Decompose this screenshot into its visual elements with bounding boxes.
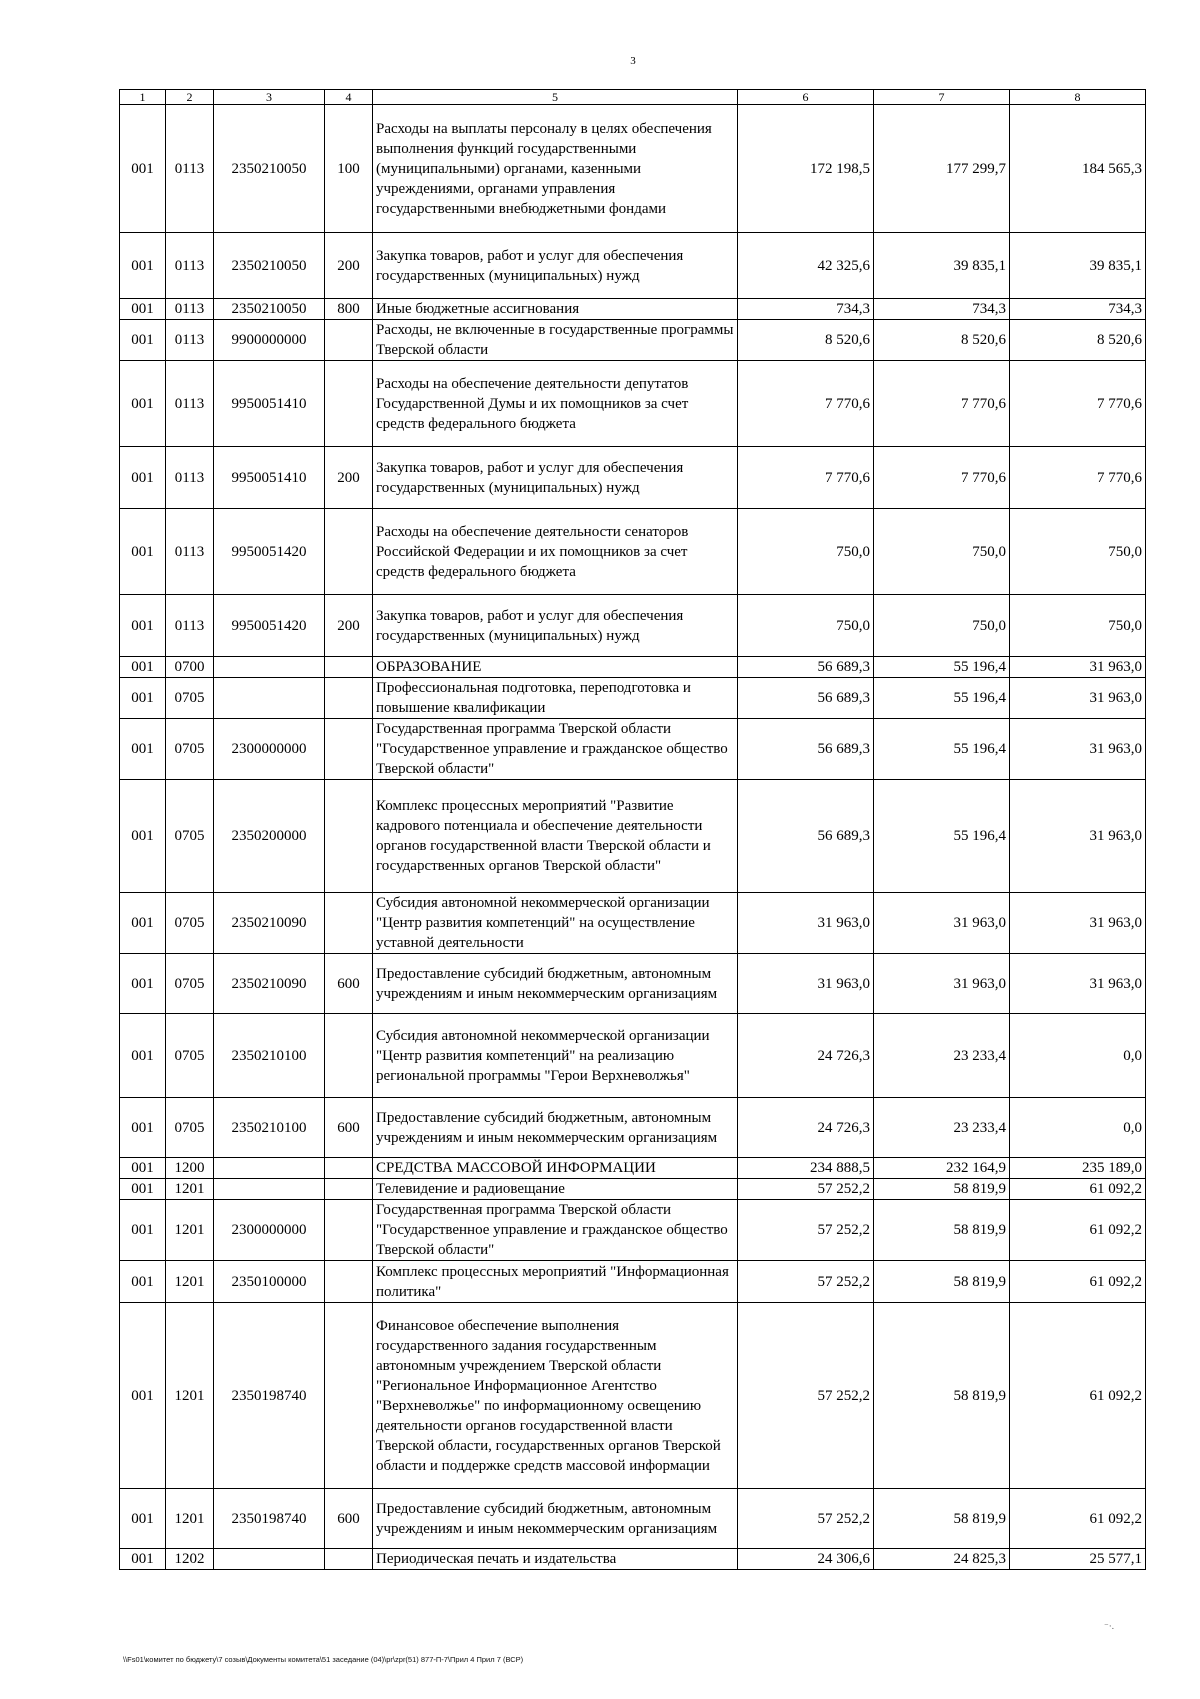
- section-code-cell: 0113: [166, 320, 214, 361]
- amount-col7-cell: 8 520,6: [874, 320, 1010, 361]
- table-row: [120, 105, 1146, 233]
- column-header-8: 8: [1010, 90, 1146, 105]
- amount-col8-cell: 7 770,6: [1010, 361, 1146, 447]
- amount-col7-cell: 55 196,4: [874, 657, 1010, 678]
- amount-col8-cell: 31 963,0: [1010, 954, 1146, 1014]
- target-article-cell: 9950051420: [214, 509, 325, 595]
- target-article-cell: 2350210050: [214, 299, 325, 320]
- amount-col8-cell: 61 092,2: [1010, 1489, 1146, 1549]
- expense-type-cell: [325, 509, 373, 595]
- amount-col7-cell: 31 963,0: [874, 954, 1010, 1014]
- target-article-cell: 9950051420: [214, 595, 325, 657]
- section-code-cell: 0705: [166, 719, 214, 780]
- amount-col6-cell: 57 252,2: [738, 1261, 874, 1303]
- amount-col6-cell: 57 252,2: [738, 1200, 874, 1261]
- description-cell: Предоставление субсидий бюджетным, автономным учреждениям и иным некоммерческим организациям: [373, 954, 738, 1014]
- amount-col6-cell: 234 888,5: [738, 1158, 874, 1179]
- amount-col8-cell: 31 963,0: [1010, 893, 1146, 954]
- amount-col8-cell: 39 835,1: [1010, 233, 1146, 299]
- amount-col8-cell: 734,3: [1010, 299, 1146, 320]
- chapter-code-cell: 001: [120, 893, 166, 954]
- target-article-cell: 2350198740: [214, 1303, 325, 1489]
- amount-col6-cell: 57 252,2: [738, 1489, 874, 1549]
- column-header-7: 7: [874, 90, 1010, 105]
- amount-col6-cell: 750,0: [738, 509, 874, 595]
- table-row: [120, 954, 1146, 1014]
- chapter-code-cell: 001: [120, 1489, 166, 1549]
- amount-col6-cell: 24 726,3: [738, 1098, 874, 1158]
- chapter-code-cell: 001: [120, 320, 166, 361]
- table-row: [120, 1158, 1146, 1179]
- amount-col7-cell: 7 770,6: [874, 447, 1010, 509]
- target-article-cell: 9950051410: [214, 361, 325, 447]
- expense-type-cell: [325, 657, 373, 678]
- amount-col6-cell: 7 770,6: [738, 447, 874, 509]
- amount-col7-cell: 55 196,4: [874, 678, 1010, 719]
- table-row: [120, 678, 1146, 719]
- expense-type-cell: [325, 1014, 373, 1098]
- amount-col6-cell: 57 252,2: [738, 1303, 874, 1489]
- amount-col8-cell: 31 963,0: [1010, 678, 1146, 719]
- expense-type-cell: [325, 893, 373, 954]
- table-row: [120, 320, 1146, 361]
- target-article-cell: [214, 1158, 325, 1179]
- amount-col8-cell: 8 520,6: [1010, 320, 1146, 361]
- table-row: [120, 1489, 1146, 1549]
- amount-col8-cell: 61 092,2: [1010, 1303, 1146, 1489]
- amount-col6-cell: 8 520,6: [738, 320, 874, 361]
- expense-type-cell: 600: [325, 1098, 373, 1158]
- amount-col7-cell: 55 196,4: [874, 719, 1010, 780]
- table-row: [120, 780, 1146, 893]
- amount-col8-cell: 31 963,0: [1010, 780, 1146, 893]
- amount-col8-cell: 31 963,0: [1010, 657, 1146, 678]
- chapter-code-cell: 001: [120, 233, 166, 299]
- expense-type-cell: [325, 1549, 373, 1570]
- description-cell: Периодическая печать и издательства: [373, 1549, 738, 1570]
- amount-col8-cell: 25 577,1: [1010, 1549, 1146, 1570]
- chapter-code-cell: 001: [120, 954, 166, 1014]
- amount-col8-cell: 0,0: [1010, 1014, 1146, 1098]
- description-cell: Расходы, не включенные в государственные программы Тверской области: [373, 320, 738, 361]
- section-code-cell: 0113: [166, 595, 214, 657]
- amount-col8-cell: 0,0: [1010, 1098, 1146, 1158]
- column-header-1: 1: [120, 90, 166, 105]
- description-cell: Закупка товаров, работ и услуг для обеспечения государственных (муниципальных) нужд: [373, 595, 738, 657]
- section-code-cell: 1201: [166, 1200, 214, 1261]
- amount-col7-cell: 58 819,9: [874, 1489, 1010, 1549]
- target-article-cell: [214, 657, 325, 678]
- chapter-code-cell: 001: [120, 678, 166, 719]
- description-cell: СРЕДСТВА МАССОВОЙ ИНФОРМАЦИИ: [373, 1158, 738, 1179]
- section-code-cell: 0705: [166, 1014, 214, 1098]
- scan-artifact-mark: ⁻·.: [1104, 1621, 1114, 1631]
- description-cell: Государственная программа Тверской области "Государственное управление и гражданское общество Тверской области": [373, 719, 738, 780]
- section-code-cell: 0113: [166, 361, 214, 447]
- target-article-cell: [214, 1179, 325, 1200]
- section-code-cell: 1201: [166, 1303, 214, 1489]
- expense-type-cell: 200: [325, 595, 373, 657]
- target-article-cell: 9900000000: [214, 320, 325, 361]
- table-row: [120, 1014, 1146, 1098]
- column-header-4: 4: [325, 90, 373, 105]
- amount-col7-cell: 734,3: [874, 299, 1010, 320]
- table-row: [120, 1261, 1146, 1303]
- amount-col7-cell: 58 819,9: [874, 1179, 1010, 1200]
- target-article-cell: 9950051410: [214, 447, 325, 509]
- column-header-6: 6: [738, 90, 874, 105]
- amount-col6-cell: 31 963,0: [738, 893, 874, 954]
- table-row: [120, 595, 1146, 657]
- target-article-cell: 2300000000: [214, 719, 325, 780]
- expense-type-cell: 600: [325, 1489, 373, 1549]
- expense-type-cell: [325, 1179, 373, 1200]
- table-row: [120, 299, 1146, 320]
- chapter-code-cell: 001: [120, 447, 166, 509]
- section-code-cell: 0113: [166, 105, 214, 233]
- amount-col6-cell: 56 689,3: [738, 780, 874, 893]
- section-code-cell: 0705: [166, 954, 214, 1014]
- expense-type-cell: 200: [325, 447, 373, 509]
- amount-col8-cell: 61 092,2: [1010, 1179, 1146, 1200]
- table-row: [120, 509, 1146, 595]
- target-article-cell: [214, 1549, 325, 1570]
- amount-col6-cell: 24 726,3: [738, 1014, 874, 1098]
- budget-table: [119, 89, 1146, 1570]
- description-cell: Иные бюджетные ассигнования: [373, 299, 738, 320]
- chapter-code-cell: 001: [120, 719, 166, 780]
- amount-col7-cell: 23 233,4: [874, 1014, 1010, 1098]
- amount-col8-cell: 235 189,0: [1010, 1158, 1146, 1179]
- amount-col7-cell: 24 825,3: [874, 1549, 1010, 1570]
- description-cell: Профессиональная подготовка, переподготовка и повышение квалификации: [373, 678, 738, 719]
- footer-file-path: \\Fs01\комитет по бюджету\7 созыв\Документы комитета\51 заседание (04)\pr\zpr(51) 877-П-7\Прил 4 Прил 7 (ВСР): [123, 1655, 524, 1664]
- chapter-code-cell: 001: [120, 780, 166, 893]
- amount-col7-cell: 58 819,9: [874, 1200, 1010, 1261]
- table-row: [120, 1549, 1146, 1570]
- table-row: [120, 893, 1146, 954]
- description-cell: Комплекс процессных мероприятий "Информационная политика": [373, 1261, 738, 1303]
- target-article-cell: 2350210090: [214, 893, 325, 954]
- description-cell: Телевидение и радиовещание: [373, 1179, 738, 1200]
- amount-col6-cell: 57 252,2: [738, 1179, 874, 1200]
- table-row: [120, 1303, 1146, 1489]
- target-article-cell: 2350210050: [214, 105, 325, 233]
- amount-col6-cell: 734,3: [738, 299, 874, 320]
- section-code-cell: 1201: [166, 1489, 214, 1549]
- section-code-cell: 0705: [166, 780, 214, 893]
- chapter-code-cell: 001: [120, 1098, 166, 1158]
- column-header-5: 5: [373, 90, 738, 105]
- amount-col7-cell: 58 819,9: [874, 1303, 1010, 1489]
- expense-type-cell: 200: [325, 233, 373, 299]
- amount-col7-cell: 7 770,6: [874, 361, 1010, 447]
- target-article-cell: 2350210100: [214, 1014, 325, 1098]
- amount-col6-cell: 7 770,6: [738, 361, 874, 447]
- chapter-code-cell: 001: [120, 509, 166, 595]
- amount-col7-cell: 55 196,4: [874, 780, 1010, 893]
- amount-col7-cell: 23 233,4: [874, 1098, 1010, 1158]
- target-article-cell: 2350210090: [214, 954, 325, 1014]
- chapter-code-cell: 001: [120, 657, 166, 678]
- amount-col6-cell: 42 325,6: [738, 233, 874, 299]
- description-cell: Закупка товаров, работ и услуг для обеспечения государственных (муниципальных) нужд: [373, 447, 738, 509]
- description-cell: Расходы на обеспечение деятельности сенаторов Российской Федерации и их помощников за счет средств федерального бюджета: [373, 509, 738, 595]
- amount-col8-cell: 184 565,3: [1010, 105, 1146, 233]
- amount-col8-cell: 7 770,6: [1010, 447, 1146, 509]
- expense-type-cell: [325, 1261, 373, 1303]
- amount-col7-cell: 750,0: [874, 595, 1010, 657]
- amount-col7-cell: 39 835,1: [874, 233, 1010, 299]
- description-cell: Расходы на выплаты персоналу в целях обеспечения выполнения функций государственными (муниципальными) органами, казенными учреждениями, органами управления государственными внебюджетными фондами: [373, 105, 738, 233]
- expense-type-cell: [325, 780, 373, 893]
- section-code-cell: 1201: [166, 1261, 214, 1303]
- section-code-cell: 0705: [166, 678, 214, 719]
- description-cell: Предоставление субсидий бюджетным, автономным учреждениям и иным некоммерческим организациям: [373, 1489, 738, 1549]
- expense-type-cell: [325, 320, 373, 361]
- amount-col6-cell: 172 198,5: [738, 105, 874, 233]
- amount-col6-cell: 31 963,0: [738, 954, 874, 1014]
- section-code-cell: 1200: [166, 1158, 214, 1179]
- chapter-code-cell: 001: [120, 1303, 166, 1489]
- section-code-cell: 1202: [166, 1549, 214, 1570]
- expense-type-cell: 800: [325, 299, 373, 320]
- description-cell: Предоставление субсидий бюджетным, автономным учреждениям и иным некоммерческим организациям: [373, 1098, 738, 1158]
- amount-col6-cell: 56 689,3: [738, 657, 874, 678]
- column-header-2: 2: [166, 90, 214, 105]
- amount-col7-cell: 58 819,9: [874, 1261, 1010, 1303]
- description-cell: Субсидия автономной некоммерческой организации "Центр развития компетенций" на реализацию региональной программы "Герои Верхневолжья": [373, 1014, 738, 1098]
- section-code-cell: 0113: [166, 447, 214, 509]
- amount-col7-cell: 177 299,7: [874, 105, 1010, 233]
- expense-type-cell: 600: [325, 954, 373, 1014]
- column-header-3: 3: [214, 90, 325, 105]
- section-code-cell: 0113: [166, 299, 214, 320]
- amount-col7-cell: 232 164,9: [874, 1158, 1010, 1179]
- amount-col7-cell: 31 963,0: [874, 893, 1010, 954]
- expense-type-cell: [325, 1158, 373, 1179]
- amount-col6-cell: 56 689,3: [738, 678, 874, 719]
- chapter-code-cell: 001: [120, 1158, 166, 1179]
- chapter-code-cell: 001: [120, 1200, 166, 1261]
- chapter-code-cell: 001: [120, 361, 166, 447]
- table-row: [120, 657, 1146, 678]
- section-code-cell: 0705: [166, 893, 214, 954]
- table-row: [120, 1179, 1146, 1200]
- amount-col8-cell: 750,0: [1010, 595, 1146, 657]
- column-number-header-row: [120, 90, 1146, 105]
- chapter-code-cell: 001: [120, 595, 166, 657]
- description-cell: Расходы на обеспечение деятельности депутатов Государственной Думы и их помощников за счет средств федерального бюджета: [373, 361, 738, 447]
- section-code-cell: 1201: [166, 1179, 214, 1200]
- expense-type-cell: [325, 1200, 373, 1261]
- chapter-code-cell: 001: [120, 1549, 166, 1570]
- chapter-code-cell: 001: [120, 299, 166, 320]
- amount-col6-cell: 750,0: [738, 595, 874, 657]
- table-row: [120, 361, 1146, 447]
- target-article-cell: 2350210100: [214, 1098, 325, 1158]
- page-number: 3: [630, 55, 636, 67]
- section-code-cell: 0113: [166, 233, 214, 299]
- target-article-cell: 2350200000: [214, 780, 325, 893]
- expense-type-cell: [325, 678, 373, 719]
- section-code-cell: 0113: [166, 509, 214, 595]
- target-article-cell: 2300000000: [214, 1200, 325, 1261]
- expense-type-cell: 100: [325, 105, 373, 233]
- description-cell: ОБРАЗОВАНИЕ: [373, 657, 738, 678]
- target-article-cell: 2350198740: [214, 1489, 325, 1549]
- description-cell: Финансовое обеспечение выполнения государственного задания государственным автономным учреждением Тверской области "Региональное Информационное Агентство "Верхневолжье" по информационному освещению деятельности органов государственной власти Тверской области, государственных органов Тверской области и поддержке средств массовой информации: [373, 1303, 738, 1489]
- amount-col8-cell: 61 092,2: [1010, 1200, 1146, 1261]
- amount-col8-cell: 750,0: [1010, 509, 1146, 595]
- expense-type-cell: [325, 719, 373, 780]
- amount-col7-cell: 750,0: [874, 509, 1010, 595]
- description-cell: Закупка товаров, работ и услуг для обеспечения государственных (муниципальных) нужд: [373, 233, 738, 299]
- table-row: [120, 719, 1146, 780]
- table-body: [120, 105, 1146, 1570]
- amount-col8-cell: 31 963,0: [1010, 719, 1146, 780]
- chapter-code-cell: 001: [120, 1179, 166, 1200]
- expense-type-cell: [325, 361, 373, 447]
- target-article-cell: 2350100000: [214, 1261, 325, 1303]
- chapter-code-cell: 001: [120, 1261, 166, 1303]
- amount-col6-cell: 56 689,3: [738, 719, 874, 780]
- description-cell: Субсидия автономной некоммерческой организации "Центр развития компетенций" на осуществление уставной деятельности: [373, 893, 738, 954]
- table-row: [120, 233, 1146, 299]
- expense-type-cell: [325, 1303, 373, 1489]
- amount-col8-cell: 61 092,2: [1010, 1261, 1146, 1303]
- target-article-cell: [214, 678, 325, 719]
- description-cell: Комплекс процессных мероприятий "Развитие кадрового потенциала и обеспечение деятельности органов государственной власти Тверской области и государственных органов Тверской области": [373, 780, 738, 893]
- table-row: [120, 1098, 1146, 1158]
- section-code-cell: 0700: [166, 657, 214, 678]
- section-code-cell: 0705: [166, 1098, 214, 1158]
- chapter-code-cell: 001: [120, 105, 166, 233]
- description-cell: Государственная программа Тверской области "Государственное управление и гражданское общество Тверской области": [373, 1200, 738, 1261]
- amount-col6-cell: 24 306,6: [738, 1549, 874, 1570]
- target-article-cell: 2350210050: [214, 233, 325, 299]
- table-row: [120, 1200, 1146, 1261]
- table-row: [120, 447, 1146, 509]
- chapter-code-cell: 001: [120, 1014, 166, 1098]
